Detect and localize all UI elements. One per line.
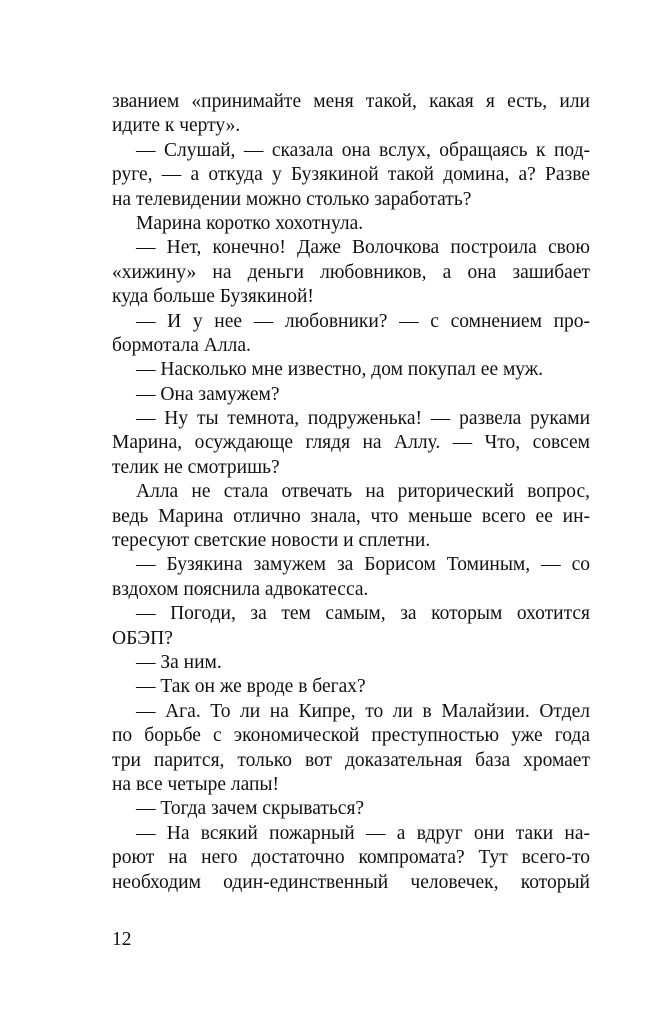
text-line: — Нет, конечно! Даже Волочкова построила свою bbox=[136, 237, 590, 259]
page-number: 12 bbox=[112, 929, 132, 950]
text-line: необходим один-единственный человечек, который bbox=[112, 871, 590, 893]
text-line: Марина, осуждающе глядя на Аллу. — Что, совсем bbox=[112, 432, 590, 454]
text-line: — За ним. bbox=[136, 651, 222, 673]
text-line: — И у нее — любовники? — с сомнением про- bbox=[136, 310, 590, 332]
text-line: — Ага. То ли на Кипре, то ли в Малайзии. Отдел bbox=[136, 700, 590, 722]
text-line: бормотала Алла. bbox=[112, 334, 251, 356]
text-line: — Тогда зачем скрываться? bbox=[136, 798, 365, 820]
text-line: роют на него достаточно компромата? Тут всего-то bbox=[112, 847, 590, 869]
text-line: идите к черту». bbox=[112, 115, 241, 137]
text-line: — На всякий пожарный — а вдруг они таки на- bbox=[136, 822, 590, 844]
text-line: вздохом пояснила адвокатесса. bbox=[112, 578, 369, 600]
text-line: три парится, только вот доказательная база хромает bbox=[112, 749, 590, 771]
text-line: — Она замужем? bbox=[136, 383, 280, 405]
text-line: ОБЭП? bbox=[112, 627, 173, 649]
text-line: — Насколько мне известно, дом покупал ее муж. bbox=[136, 359, 544, 381]
text-line: телик не смотришь? bbox=[112, 456, 280, 478]
text-line: «хижину» на деньги любовников, а она зашибает bbox=[112, 261, 590, 283]
text-line: Алла не стала отвечать на риторический вопрос, bbox=[136, 481, 590, 503]
text-line: Марина коротко хохотнула. bbox=[136, 212, 364, 234]
text-line: — Погоди, за тем самым, за которым охотится bbox=[136, 603, 590, 625]
text-line: по борьбе с экономической преступностью уже года bbox=[112, 725, 590, 747]
text-line: тересуют светские новости и сплетни. bbox=[112, 530, 431, 552]
text-line: — Бузякина замужем за Борисом Томиным, — со bbox=[136, 554, 590, 576]
text-line: руге, — а откуда у Бузякиной такой домина, а? Разве bbox=[112, 164, 590, 186]
text-line: на все четыре лапы! bbox=[112, 773, 280, 795]
text-line: — Так он же вроде в бегах? bbox=[136, 676, 366, 698]
text-line: куда больше Бузякиной! bbox=[112, 286, 314, 308]
text-line: званием «принимайте меня такой, какая я есть, или bbox=[112, 91, 590, 112]
text-line: на телевидении можно столько заработать? bbox=[112, 188, 472, 210]
text-line: — Ну ты темнота, подруженька! — развела руками bbox=[136, 408, 590, 430]
page-body-text bbox=[112, 90, 590, 895]
text-line: ведь Марина отлично знала, что меньше всего ее ин- bbox=[112, 505, 590, 527]
text-line: — Слушай, — сказала она вслух, обращаясь к под- bbox=[136, 139, 590, 161]
